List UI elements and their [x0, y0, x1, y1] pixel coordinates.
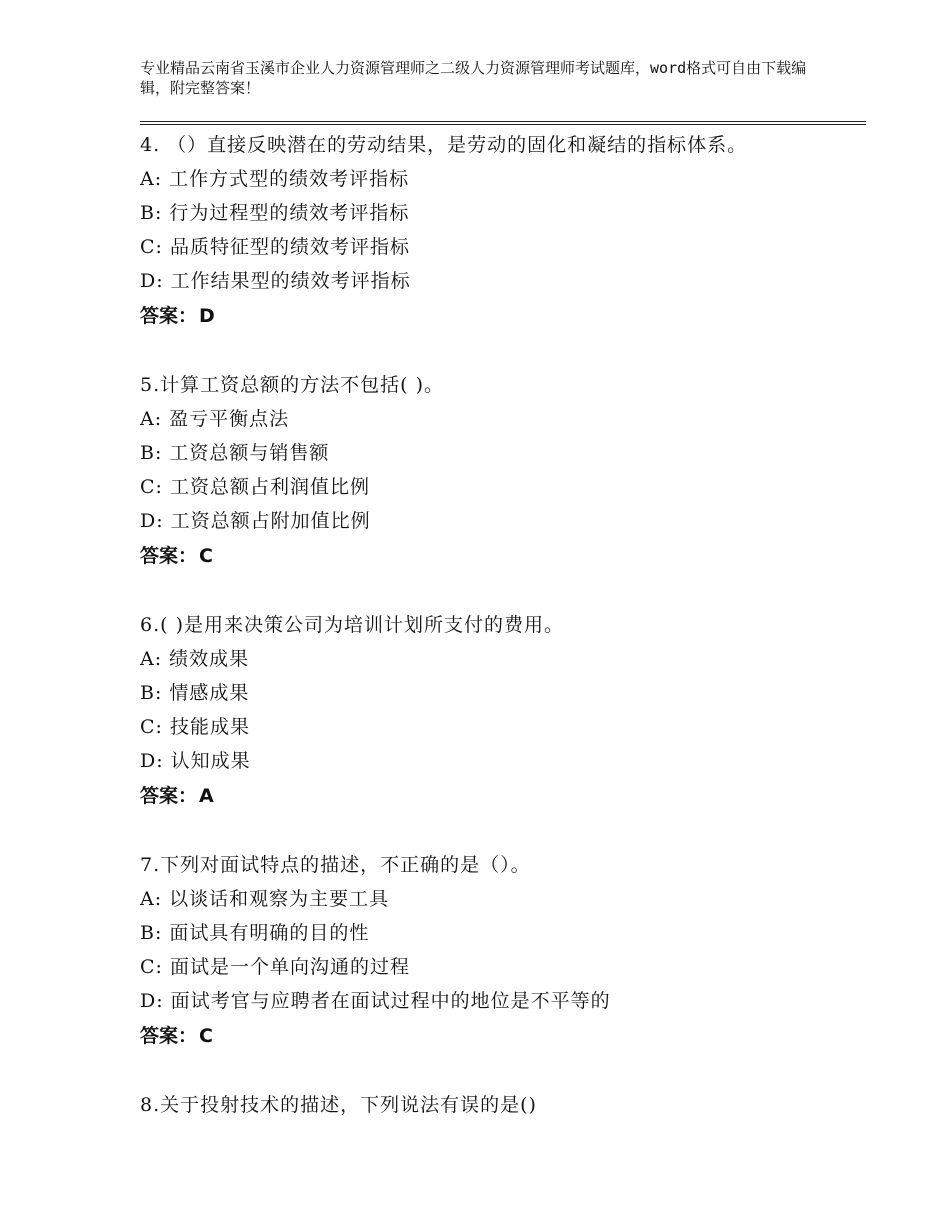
answer-value: C: [199, 1025, 213, 1047]
option-c: C: 品质特征型的绩效考评指标: [140, 236, 410, 258]
option-b: B: 面试具有明确的目的性: [140, 922, 370, 944]
answer-label: 答案：: [140, 785, 198, 807]
question-4: [140, 128, 866, 334]
header-divider: [140, 121, 866, 125]
option-b: B: 情感成果: [140, 682, 250, 704]
option-a: A: 绩效成果: [140, 648, 250, 670]
option-b: B: 工资总额与销售额: [140, 442, 330, 464]
option-d: D: 认知成果: [140, 750, 251, 772]
option-a: A: 工作方式型的绩效考评指标: [140, 168, 410, 190]
answer-value: A: [199, 785, 214, 807]
option-c: C: 面试是一个单向沟通的过程: [140, 956, 410, 978]
answer-label: 答案：: [140, 1025, 198, 1047]
question-stem: 8.关于投射技术的描述，下列说法有误的是(): [140, 1094, 537, 1116]
answer-line: [140, 1018, 866, 1054]
question-list: [140, 128, 866, 1122]
option-a: A: 盈亏平衡点法: [140, 408, 290, 430]
answer-value: C: [199, 545, 213, 567]
question-stem: 5.计算工资总额的方法不包括( )。: [140, 374, 444, 396]
answer-line: [140, 778, 866, 814]
question-stem: 7.下列对面试特点的描述，不正确的是（）。: [140, 854, 531, 876]
answer-label: 答案：: [140, 545, 198, 567]
question-7: [140, 848, 866, 1054]
header-text: 专业精品云南省玉溪市企业人力资源管理师之二级人力资源管理师考试题库，word格式可自由下载编辑，附完整答案！: [140, 59, 807, 97]
question-5: [140, 368, 866, 574]
question-8: [140, 1088, 866, 1122]
question-6: [140, 608, 866, 814]
option-a: A: 以谈话和观察为主要工具: [140, 888, 390, 910]
option-d: D: 工资总额占附加值比例: [140, 510, 371, 532]
answer-value: D: [199, 305, 215, 327]
answer-line: [140, 298, 866, 334]
option-b: B: 行为过程型的绩效考评指标: [140, 202, 410, 224]
question-stem: 6.( )是用来决策公司为培训计划所支付的费用。: [140, 614, 564, 636]
option-c: C: 工资总额占利润值比例: [140, 476, 370, 498]
option-d: D: 面试考官与应聘者在面试过程中的地位是不平等的: [140, 990, 611, 1012]
document-header: [140, 58, 830, 98]
question-stem: 4. （）直接反映潜在的劳动结果，是劳动的固化和凝结的指标体系。: [140, 134, 748, 156]
answer-line: [140, 538, 866, 574]
option-d: D: 工作结果型的绩效考评指标: [140, 270, 411, 292]
answer-label: 答案：: [140, 305, 198, 327]
option-c: C: 技能成果: [140, 716, 250, 738]
